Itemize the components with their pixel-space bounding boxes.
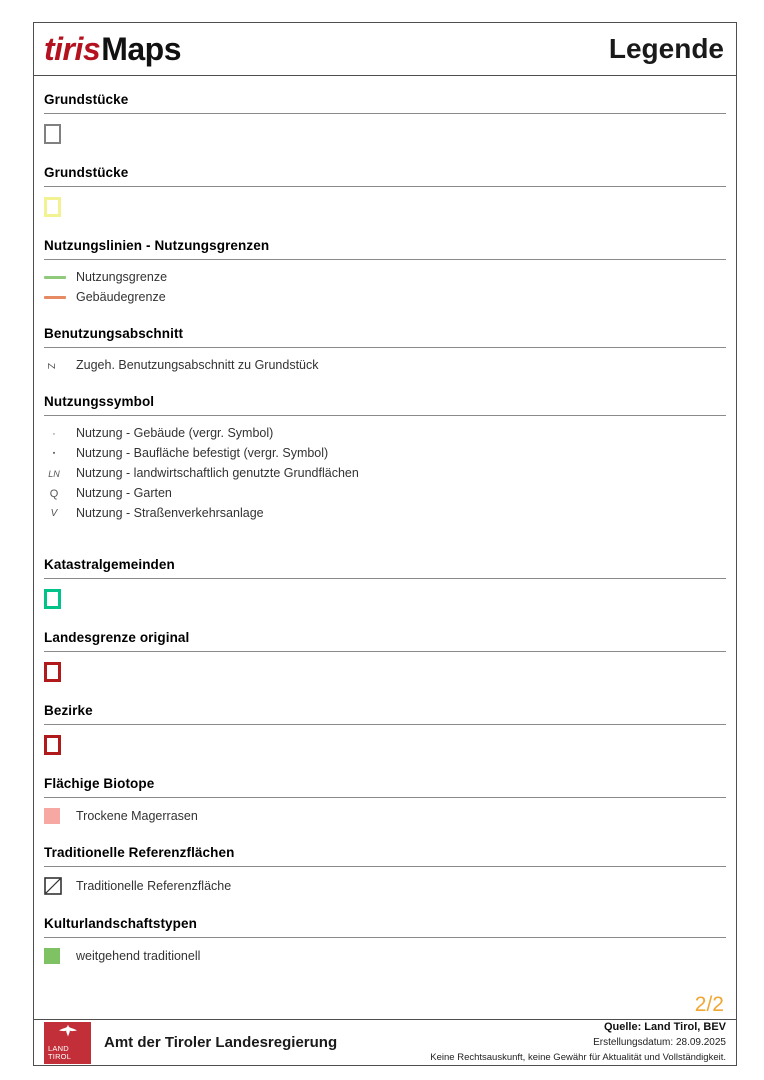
line-swatch [44,296,66,299]
legend-section [44,165,726,217]
tirol-eagle-icon [58,1025,78,1038]
tiris-maps-logo [44,33,181,65]
page-footer [34,1019,736,1065]
legend-item [44,270,726,285]
logo-tiris-text: tiris [44,31,101,67]
land-tirol-logo [44,1022,91,1064]
item-label: Nutzung - Garten [76,486,172,500]
symbol-glyph: ▪ [52,449,56,457]
legend-section [44,703,726,755]
legend-section [44,845,726,895]
legend-item [44,446,726,461]
legend-item [44,466,726,481]
section-heading: Nutzungslinien - Nutzungsgrenzen [44,238,726,260]
item-label: weitgehend traditionell [76,948,201,963]
outline-swatch [44,589,61,609]
legend-item [44,735,726,755]
page-header [34,23,736,76]
page-frame [33,22,737,1066]
section-heading: Grundstücke [44,165,726,187]
legend-section [44,92,726,144]
source-line: Quelle: Land Tirol, BEV [603,1021,726,1034]
legend-section [44,916,726,964]
section-heading: Flächige Biotope [44,776,726,798]
item-label: Gebäudegrenze [76,290,166,304]
legend-item [44,589,726,609]
item-label: Nutzung - Baufläche befestigt (vergr. Symbol) [76,446,329,460]
legend-item [44,662,726,682]
fill-swatch [44,808,60,824]
item-label: Zugeh. Benutzungsabschnitt zu Grundstück [76,358,319,372]
section-heading: Grundstücke [44,92,726,114]
legend-item [44,197,726,217]
logo-land-tirol-text: LAND TIROL [48,1043,72,1061]
section-heading: Kulturlandschaftstypen [44,916,726,938]
section-heading: Landesgrenze original [44,630,726,652]
symbol-glyph: · [52,427,56,440]
line-swatch [44,276,66,279]
outline-swatch [44,124,61,144]
page-number: 2/2 [694,993,724,1016]
diagonal-swatch [44,877,62,895]
symbol-glyph: LN [48,468,60,479]
legend-item [44,808,726,824]
logo-maps-text: Maps [101,31,181,67]
legend-item [44,948,726,964]
legend-section [44,776,726,824]
item-label: Nutzung - landwirtschaftlich genutzte Grundflächen [76,466,359,480]
section-heading: Benutzungsabschnitt [44,326,726,348]
section-heading: Traditionelle Referenzflächen [44,845,726,867]
legend-item [44,290,726,305]
legend-item [44,426,726,441]
symbol-glyph: Z [45,362,56,369]
outline-swatch [44,197,61,217]
page-title: Legende [608,33,724,64]
legend-section [44,630,726,682]
symbol-glyph: Q [49,487,59,500]
item-label: Nutzung - Gebäude (vergr. Symbol) [76,426,274,440]
fill-swatch [44,948,60,964]
section-heading: Nutzungssymbol [44,394,726,416]
item-label: Trockene Magerrasen [76,808,198,823]
legend-item [44,506,726,521]
item-label: Nutzungsgrenze [76,270,168,284]
footer-meta [430,1020,726,1064]
legend-item [44,486,726,501]
item-label: Traditionelle Referenzfläche [76,878,232,893]
section-heading: Katastralgemeinden [44,557,726,579]
legend-sections [34,77,736,1019]
legend-section [44,238,726,305]
legend-item [44,124,726,144]
symbol-glyph: V [50,507,58,519]
section-heading: Bezirke [44,703,726,725]
agency-name: Amt der Tiroler Landesregierung [104,1034,338,1051]
item-label: Nutzung - Straßenverkehrsanlage [76,506,264,520]
disclaimer-line: Keine Rechtsauskunft, keine Gewähr für Aktualität und Vollständigkeit. [430,1051,726,1063]
legend-section [44,557,726,609]
creation-date-line: Erstellungsdatum: 28.09.2025 [593,1037,726,1049]
outline-swatch [44,735,61,755]
legend-item [44,358,726,373]
outline-swatch [44,662,61,682]
legend-section [44,394,726,521]
legend-item [44,877,726,895]
legend-section [44,326,726,373]
